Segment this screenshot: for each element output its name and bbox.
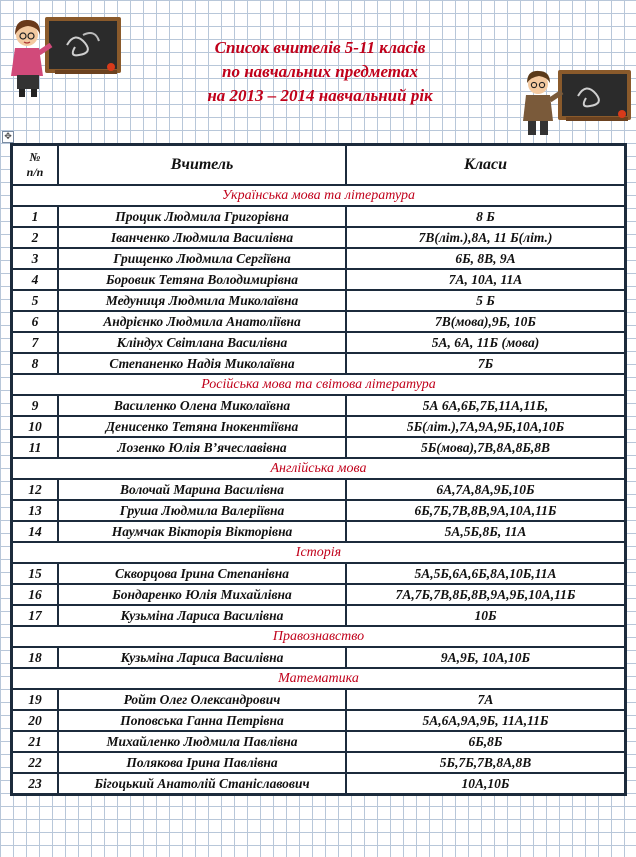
class-list: 10А,10Б bbox=[346, 773, 625, 794]
class-list: 5А,6А,9А,9Б, 11А,11Б bbox=[346, 710, 625, 731]
table-row bbox=[12, 479, 625, 500]
teacher-name: Степаненко Надія Миколаївна bbox=[58, 353, 346, 374]
title-line-2: по навчальних предметах bbox=[222, 62, 418, 81]
class-list: 5А, 6А, 11Б (мова) bbox=[346, 332, 625, 353]
teacher-name: Василенко Олена Миколаївна bbox=[58, 395, 346, 416]
table-row bbox=[12, 521, 625, 542]
class-list: 9А,9Б, 10А,10Б bbox=[346, 647, 625, 668]
class-list: 5 Б bbox=[346, 290, 625, 311]
header-teacher: Вчитель bbox=[58, 145, 346, 185]
title-line-1: Список вчителів 5-11 класів bbox=[214, 38, 426, 57]
class-list: 5Б(мова),7В,8А,8Б,8В bbox=[346, 437, 625, 458]
teacher-name: Кліндух Світлана Василівна bbox=[58, 332, 346, 353]
row-number: 6 bbox=[12, 311, 58, 332]
subject-name: Українська мова та література bbox=[12, 185, 625, 206]
teacher-name: Волочай Марина Василівна bbox=[58, 479, 346, 500]
row-number: 17 bbox=[12, 605, 58, 626]
row-number: 13 bbox=[12, 500, 58, 521]
table-row bbox=[12, 584, 625, 605]
table-row bbox=[12, 311, 625, 332]
subject-name: Математика bbox=[12, 668, 625, 689]
subject-name: Російська мова та світова література bbox=[12, 374, 625, 395]
table-row bbox=[12, 416, 625, 437]
class-list: 5А,5Б,6А,6Б,8А,10Б,11А bbox=[346, 563, 625, 584]
row-number: 5 bbox=[12, 290, 58, 311]
class-list: 7А, 10А, 11А bbox=[346, 269, 625, 290]
row-number: 16 bbox=[12, 584, 58, 605]
table-row bbox=[12, 731, 625, 752]
header-number: № п/п bbox=[12, 145, 58, 185]
class-list: 5А,5Б,8Б, 11А bbox=[346, 521, 625, 542]
class-list: 7А bbox=[346, 689, 625, 710]
teacher-name: Андрієнко Людмила Анатоліївна bbox=[58, 311, 346, 332]
teacher-name: Грищенко Людмила Сергіївна bbox=[58, 248, 346, 269]
class-list: 7Б bbox=[346, 353, 625, 374]
table-row bbox=[12, 395, 625, 416]
teacher-name: Наумчак Вікторія Вікторівна bbox=[58, 521, 346, 542]
class-list: 8 Б bbox=[346, 206, 625, 227]
class-list: 7В(мова),9Б, 10Б bbox=[346, 311, 625, 332]
class-list: 5А 6А,6Б,7Б,11А,11Б, bbox=[346, 395, 625, 416]
table-row bbox=[12, 563, 625, 584]
class-list: 6Б,7Б,7В,8В,9А,10А,11Б bbox=[346, 500, 625, 521]
table-row bbox=[12, 605, 625, 626]
table-row bbox=[12, 269, 625, 290]
subject-section-row bbox=[12, 185, 625, 206]
subject-name: Англійська мова bbox=[12, 458, 625, 479]
class-list: 10Б bbox=[346, 605, 625, 626]
teacher-name: Полякова Ірина Павлівна bbox=[58, 752, 346, 773]
class-list: 7В(літ.),8А, 11 Б(літ.) bbox=[346, 227, 625, 248]
class-list: 6А,7А,8А,9Б,10Б bbox=[346, 479, 625, 500]
row-number: 19 bbox=[12, 689, 58, 710]
subject-section-row bbox=[12, 668, 625, 689]
teacher-name: Груша Людмила Валеріївна bbox=[58, 500, 346, 521]
class-list: 7А,7Б,7В,8Б,8В,9А,9Б,10А,11Б bbox=[346, 584, 625, 605]
row-number: 8 bbox=[12, 353, 58, 374]
teacher-name: Кузьміна Лариса Василівна bbox=[58, 647, 346, 668]
teacher-name: Медуниця Людмила Миколаївна bbox=[58, 290, 346, 311]
table-move-handle-icon[interactable]: ✥ bbox=[2, 131, 14, 143]
table-row bbox=[12, 752, 625, 773]
row-number: 23 bbox=[12, 773, 58, 794]
header-classes: Класи bbox=[346, 145, 625, 185]
row-number: 22 bbox=[12, 752, 58, 773]
row-number: 15 bbox=[12, 563, 58, 584]
document-title bbox=[150, 36, 490, 108]
subject-name: Правознавство bbox=[12, 626, 625, 647]
teacher-name: Іванченко Людмила Василівна bbox=[58, 227, 346, 248]
teacher-name: Денисенко Тетяна Інокентіївна bbox=[58, 416, 346, 437]
table-row bbox=[12, 248, 625, 269]
class-list: 6Б, 8В, 9А bbox=[346, 248, 625, 269]
table-header-row bbox=[12, 145, 625, 185]
row-number: 14 bbox=[12, 521, 58, 542]
table-row bbox=[12, 500, 625, 521]
teachers-table bbox=[10, 143, 627, 796]
row-number: 1 bbox=[12, 206, 58, 227]
row-number: 9 bbox=[12, 395, 58, 416]
row-number: 3 bbox=[12, 248, 58, 269]
table-row bbox=[12, 332, 625, 353]
table-row bbox=[12, 437, 625, 458]
teacher-at-chalkboard-illustration bbox=[518, 68, 633, 136]
subject-section-row bbox=[12, 374, 625, 395]
row-number: 12 bbox=[12, 479, 58, 500]
subject-section-row bbox=[12, 626, 625, 647]
teacher-name: Михайленко Людмила Павлівна bbox=[58, 731, 346, 752]
row-number: 11 bbox=[12, 437, 58, 458]
teacher-name: Бондаренко Юлія Михайлівна bbox=[58, 584, 346, 605]
table-row bbox=[12, 290, 625, 311]
teacher-name: Ройт Олег Олександрович bbox=[58, 689, 346, 710]
subject-name: Історія bbox=[12, 542, 625, 563]
table-row bbox=[12, 353, 625, 374]
row-number: 7 bbox=[12, 332, 58, 353]
teacher-name: Лозенко Юлія В’ячеславівна bbox=[58, 437, 346, 458]
subject-section-row bbox=[12, 458, 625, 479]
class-list: 5Б,7Б,7В,8А,8В bbox=[346, 752, 625, 773]
class-list: 6Б,8Б bbox=[346, 731, 625, 752]
row-number: 20 bbox=[12, 710, 58, 731]
teacher-name: Скворцова Ірина Степанівна bbox=[58, 563, 346, 584]
teacher-name: Процик Людмила Григорівна bbox=[58, 206, 346, 227]
table-row bbox=[12, 689, 625, 710]
title-line-3: на 2013 – 2014 навчальний рік bbox=[207, 86, 433, 105]
table-row bbox=[12, 773, 625, 794]
class-list: 5Б(літ.),7А,9А,9Б,10А,10Б bbox=[346, 416, 625, 437]
table-row bbox=[12, 647, 625, 668]
teacher-name: Бігоцький Анатолій Станіславович bbox=[58, 773, 346, 794]
table-row bbox=[12, 227, 625, 248]
teacher-name: Боровик Тетяна Володимирівна bbox=[58, 269, 346, 290]
teacher-at-chalkboard-illustration bbox=[5, 15, 123, 99]
row-number: 21 bbox=[12, 731, 58, 752]
row-number: 18 bbox=[12, 647, 58, 668]
row-number: 2 bbox=[12, 227, 58, 248]
table-row bbox=[12, 710, 625, 731]
teacher-name: Кузьміна Лариса Василівна bbox=[58, 605, 346, 626]
teacher-name: Поповська Ганна Петрівна bbox=[58, 710, 346, 731]
row-number: 4 bbox=[12, 269, 58, 290]
table-row bbox=[12, 206, 625, 227]
page-header bbox=[0, 0, 636, 140]
subject-section-row bbox=[12, 542, 625, 563]
row-number: 10 bbox=[12, 416, 58, 437]
